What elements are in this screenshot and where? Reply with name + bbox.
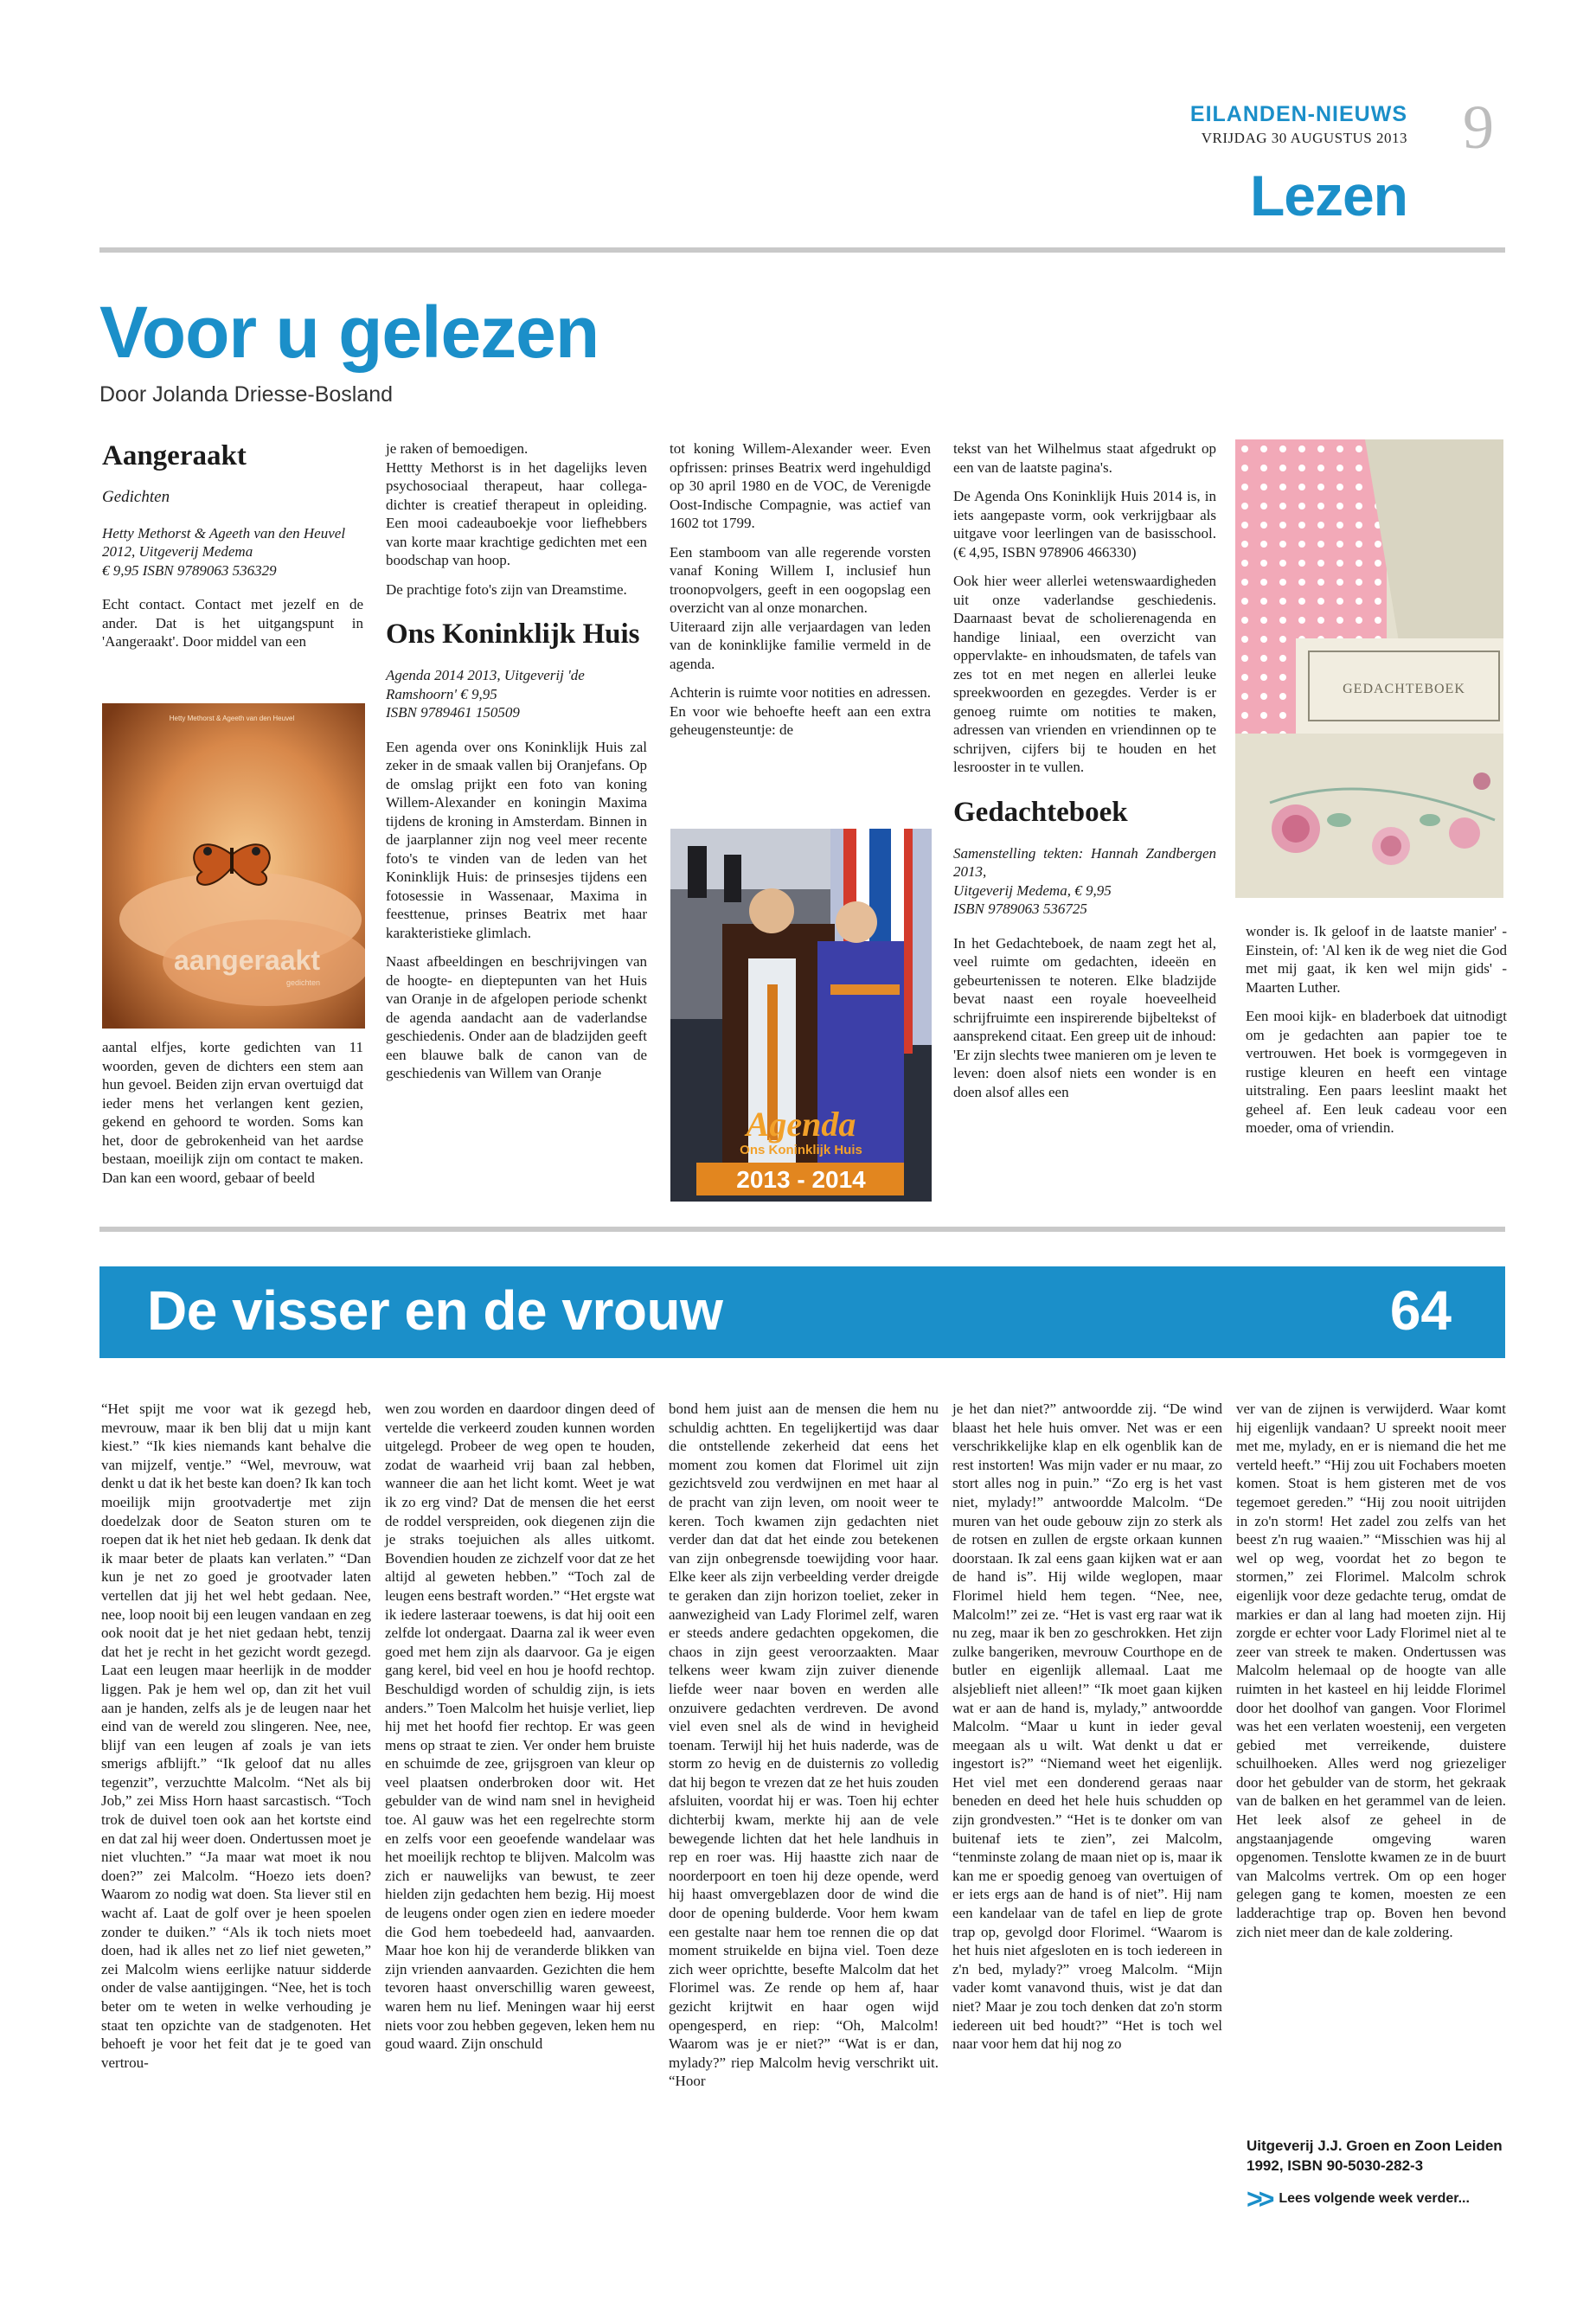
review-text: aantal elfjes, korte gedichten van 11 woorden, geven de dichters een stem aan hun gevoel. Beiden zijn ervan overtuigd dat ieder mens het verlangen kent gezien, gekend en gehoord te worden. Soms kan het, door de gebrokenheid van het aardse bestaan, moeilijk zijn om contact te maken. Dan kan een woord, gebaar of beeld bbox=[102, 1039, 363, 1186]
review-text: Een agenda over ons Koninklijk Huis zal zeker in de smaak vallen bij Oranjefans. Op de omslag prijkt een foto van koning Willem-Alexander en koningin Maxima tijdens de kroning in Amsterdam. Binnen in de jaarplanner zijn nog veel meer recente foto's te vinden van de leden van het Koninklijk Huis: de prinsesjes tijdens een fotosessie in Wassenaar, Maxima in feesttenue, prinses Beatrix met haar karakteristieke glimlach. bbox=[386, 738, 647, 941]
serial-column-4: je het dan niet?” antwoordde zij. “De wind blaast het hele huis omver. Net was er een verschrikkelijke klap en elk ogenblik kan de rest instorten! Was mijn vader er nu maar, zo stort alles nog in puin.” “Zo erg is het vast niet, mylady!” antwoordde Malcolm. “De muren van het oude gebouw zijn zo sterk als de rotsen en zullen de ergste orkaan kunnen doorstaan. Ik zal eens gaan kijken wat er aan de hand is”. Hij wilde weglopen, maar Florimel hield hem tegen. “Nee, nee, Malcolm!” zei ze. “Het is vast erg raar wat ik nu zeg, maar ik ben zo geschrokken. Het zijn zulke bangeriken, mevrouw Courthope en de butler en eigenlijk allemaal. Laat me alsjeblieft niet alleen!” “Ik moet gaan kijken wat er aan de hand is, mylady,” antwoordde Malcolm. “Maar u kunt in ieder geval meegaan als u wilt. Wat denkt u dat er ingestort is?” “Niemand weet het eigenlijk. Het viel met een donderend geraas naar beneden en deed het hele huis schudden op zijn grondvesten.” “Het is te donker om van buitenaf iets te zien”, zei Malcolm, “tenminste zolang de maan niet op is, maar ik kan me er spoedig genoeg van overtuigen of er iets ergs aan de hand is of niet”. Hij nam een kandelaar van de tafel en liep de grote trap op, gevolgd door Florimel. “Waarom is het huis niet afgesloten en is toch iedereen in z'n bed, mylady?” vroeg Malcolm. “Mijn vader komt vanavond thuis, wist je dat dan niet? Maar je zou toch denken dat zo'n storm iedereen uit bed houdt?” “Het is toch wel naar voor hem dat hij nog zo bbox=[952, 1400, 1222, 2053]
agenda-years: 2013 - 2014 bbox=[736, 1166, 866, 1193]
serial-column-1: “Het spijt me voor wat ik gezegd heb, mevrouw, maar ik ben blij dat u mijn kant kiest.” “Ik kies niemands kant behalve die van mijzelf, ventje.” “Wel, mevrouw, wat denkt u dat ik het beste kan doen? Ik kan toch moeilijk mijn grootvadertje met zijn doedelzak door de Seaton sturen om te roepen dat ik het niet heb gedaan. Ik denk dat ik maar beter de plaats kan verlaten.” “Dan kun je net zo goed je grootvader laten vertellen dat jij het wel hebt gedaan. Nee, nee, loop nooit bij een leugen vandaan en zeg ook nooit dat je het niet gedaan hebt, tenzij dat het je recht in het gezicht wordt gezegd. Laat een leugen maar heerlijk in de modder liggen. Pak je hem wel op, dan zit het vuil aan je handen, zelfs als je de leugen naar het eind van de wereld zou slingeren. Nee, nee, blijf van een leugen af zoals je van iets smerigs afblijft.” “Ik geloof dat nu alles tegenzit”, verzuchtte Malcolm. “Net als bij Job,” zei Miss Horn haast sarcastisch. “Toch trok de duivel toen ook aan het kortste eind en dat zal hij weer doen. Ondertussen moet je niet vluchten.” “Ja maar wat moet ik nou doen?” zei Malcolm. “Hoezo iets doen? Waarom zo nodig wat doen. Sta liever stil en wacht af. Laat de golf over je heen spoelen zonder te duiken.” “Als ik toch niets moet doen, had ik alles net zo lief niet geweten,” zei Malcolm wiens eerlijke natuur sidderde onder de valse aantijgingen. “Nee, het is toch beter om te weten in welke verhouding je staat ten opzichte van de stadgenoten. Het behoeft je voor het feit dat je te goed van vertrou- bbox=[101, 1400, 371, 2071]
review-meta: Samenstelling tekten: Hannah Zandbergen 2013, Uitgeverij Medema, € 9,95 ISBN 9789063 536725 bbox=[953, 844, 1216, 917]
agenda-cover-image bbox=[670, 829, 932, 1202]
review-text: De prachtige foto's zijn van Dreamstime. bbox=[386, 580, 627, 598]
agenda-title: Agenda bbox=[746, 1105, 856, 1144]
review-text: wonder is. Ik geloof in de laatste manier' - Einstein, of: 'Al ken ik de weg niet die God met mij gaat, ik ken wel mijn gids' - Maarten Luther. bbox=[1246, 923, 1507, 996]
cover-title: aangeraakt bbox=[174, 945, 320, 976]
article-headline: Voor u gelezen bbox=[99, 292, 599, 373]
review-text: Een stamboom van alle regerende vorsten vanaf Koning Willem I, inclusief hun troonopvolgers, geeft in een oogopslag een overzicht van al onze monarchen. Uiteraard zijn alle verjaardagen van leden van de koninklijke familie vermeld in de agenda. bbox=[670, 543, 931, 672]
gedachteboek-label: GEDACHTEBOEK bbox=[1343, 682, 1465, 696]
issue-date: VRIJDAG 30 AUGUSTUS 2013 bbox=[1201, 130, 1407, 146]
review-text: tot koning Willem-Alexander weer. Even opfrissen: prinses Beatrix werd ingehuldigd op 30 april 1980 en de VOC, de Verenigde Oost-Indische Compagnie, was actief van 1602 tot 1799. bbox=[670, 440, 931, 531]
header-rule bbox=[99, 247, 1505, 253]
serial-column-3: bond hem juist aan de mensen die hem nu schuldig achtten. En tegelijkertijd was daar die ontstellende zekerheid dat eens het moment zou komen dat Florimel uit zijn gezichtsveld zou verdwijnen en met haar al de pracht van zijn leven, om nooit weer te keren. Toch kwamen zijn gedachten niet verder dan dat dat het einde zou betekenen van zijn onbegrensde toewijding voor haar. Elke keer als zijn verbeelding verder dreigde te geraken dan zijn horizon toeliet, zeker in aanwezigheid van Lady Florimel zelf, waren er steeds andere gedachten opgekomen, die chaos in zijn geest veroorzaakten. Maar telkens weer kwam zijn zuiver dienende liefde weer naar boven en werden alle onzuivere gedachten verdreven. De avond viel even snel als de wind in hevigheid toenam. Terwijl hij het huis naderde, was de storm zo hevig en de duisternis zo volledig dat hij begon te vrezen dat ze het huis zouden afsluiten, voordat hij er was. Toen hij echter dichterbij kwam, merkte hij aan de vele bewegende lichten dat het hele landhuis in rep en roer was. Hij haastte zich naar de noorderpoort en toen hij deze opende, werd hij haast omvergeblazen door de wind die door de opening bulderde. Voor hem kwam een gestalte naar hem toe rennen die op dat moment struikelde en bijna viel. Toen deze zich weer oprichtte, besefte Malcolm dat het Florimel was. Ze rende op hem af, haar gezicht krijtwit en haar ogen wijd opengesperd, en riep: “Oh, Malcolm! Waarom was je er niet?” “Wat is er dan, mylady?” riep Malcolm hevig verschrikt uit. “Hoor bbox=[669, 1400, 939, 2090]
review-text: Achterin is ruimte voor notities en adressen. En voor wie behoefte heeft aan een extra geheugensteuntje: de bbox=[670, 684, 931, 738]
review-title-aangeraakt: Aangeraakt bbox=[102, 440, 247, 471]
review-text: Echt contact. Contact met jezelf en de ander. Dat is het uitgangspunt in 'Aangeraakt'. Door middel van een bbox=[102, 596, 363, 650]
review-meta: Agenda 2014 2013, Uitgeverij 'de Ramshoorn' € 9,95 ISBN 9789461 150509 bbox=[386, 667, 585, 721]
review-text: je raken of bemoedigen. Hettty Methorst is in het dagelijks leven psychosociaal therapeut, haar collega-dichter is creatief therapeut in opleiding. Een mooi cadeauboekje voor liefhebbers van korte maar krachtige gedichten met een boodschap van hoop. bbox=[386, 440, 647, 568]
section-title: Lezen bbox=[1249, 163, 1407, 228]
serial-column-2: wen zou worden en daardoor dingen deed of vertelde die verkeerd zouden kunnen worden uitgelegd. Probeer de weg open te houden, zodat de waarheid vrij baan zal hebben, wanneer die aan het licht komt. Weet je wat ik zo erg vind? Dat de mensen die het eerst de roddel verspreiden, ook diegenen zijn die je straks toejuichen als alles uitkomt. Bovendien houden ze zichzelf voor dat ze het altijd al geweten hebben.” “Toch zal de leugen eens bestraft worden.” “Het ergste wat ik iedere lasteraar toewens, is dat hij ooit een zelfde lot ondergaat. Daarna zal ik weer even goed met hem zijn als daarvoor. Ga je eigen gang kerel, bid veel en hou je hoofd rechtop. Beschuldigd worden of schuldig zijn, is iets anders.” Toen Malcolm het huisje verliet, liep hij met het hoofd fier rechtop. Er was geen mens op straat te zien. Ver onder hem bruiste en schuimde de zee, grijsgroen van kleur op veel plaatsen onderbroken door wit. Het gebulder van de wind nam snel in hevigheid toe. Al gauw was het een regelrechte storm en zelfs voor een geoefende wandelaar was het moeilijk rechtop te blijven. Malcolm was zich er nauwelijks van bewust, te zeer hielden zijn gedachten hem bezig. Hij moest de leugens onder ogen zien en iedere moeder die God hem toebedeeld had, aanvaarden. Maar hoe kon hij de veranderde blikken van zijn vrienden aanvaarden. Gezichten die hem tevoren haast onverschillig waren geweest, waren hem nu lief. Meningen waar hij eerst niets voor zou hebben gegeven, leken hem nu goud waard. Zijn onschuld bbox=[385, 1400, 655, 2053]
serial-banner bbox=[99, 1266, 1505, 1358]
review-title-koninklijk-huis: Ons Koninklijk Huis bbox=[386, 619, 640, 650]
serial-column-5: ver van de zijnen is verwijderd. Waar komt hij eigenlijk vandaan? U spreekt nooit meer met me, mylady, en er is niemand die het me verteld heeft.” “Hij zou uit Fochabers moeten komen. Stoat is hem gisteren met de vos tegemoet gereden.” “Hij zou nooit uitrijden in zo'n storm! Het zadel zou zelfs van het beest z'n rug waaien.” “Misschien was hij al wel op weg, voordat het zo begon te stormen,” zei Florimel. Malcolm schrok eigenlijk voor deze gedachte terug, omdat de markies er dan al lang had moeten zijn. Hij zorgde er echter voor Lady Florimel niet al te zeer van streek te maken. Ondertussen was Malcolm helemaal op de hoogte van alle ruimten in het kasteel en hij leidde Florimel door het doolhof van gangen. Voor Florimel was het een verlaten woestenij, een vergeten gebied met verreikende, duistere schuilhoeken. Alles werd nog griezeliger door het gebulder van de storm, het gekraak van de balken en het gerammel van de leien. Het leek alsof ze geheel in de angstaanjagende omgeving waren opgenomen. Tenslotte kwamen ze in de buurt van Malcolms vertrek. Om op een hoger gelegen gang te komen, moesten ze een ladderachtige trap op. Boven hen bevond zich niet meer dan de kale zoldering. bbox=[1236, 1400, 1506, 1940]
review-title-gedachteboek: Gedachteboek bbox=[953, 796, 1128, 828]
aangeraakt-cover-image bbox=[102, 703, 365, 1029]
review-text: Een mooi kijk- en bladerboek dat uitnodigt om je gedachten aan papier toe te vertrouwen. Het boek is vormgegeven in rustige kleuren en heeft een vintage uitstraling. Een paars leeslint maakt het geheel af. Een leuk cadeau voor een moeder, oma of vriendin. bbox=[1246, 1008, 1507, 1136]
review-text: In het Gedachteboek, de naam zegt het al, veel ruimte om gedachten, ideeën en gebeurtenissen te noteren. Elke bladzijde bevat naast een royale hoeveelheid schrijfruimte een inspirerende bijbeltekst of aansprekend citaat. Een greep uit de inhoud: 'Er zijn slechts twee manieren om je leven te leven: doen alsof niets een wonder is en doen alsof alles een bbox=[953, 934, 1216, 1100]
continue-note bbox=[1247, 2183, 1470, 2214]
cover-authors: Hetty Methorst & Ageeth van den Heuvel bbox=[169, 715, 295, 722]
review-text: Naast afbeeldingen en beschrijvingen van de hoogte- en dieptepunten van het Huis van Oranje in de afgelopen periode schenkt de agenda aandacht aan de vaderlandse geschiedenis. Onder aan de bladzijden geeft een blauwe balk de canon van de geschiedenis van Willem van Oranje bbox=[386, 953, 647, 1081]
review-column-2 bbox=[386, 439, 647, 1093]
article-byline: Door Jolanda Driesse-Bosland bbox=[99, 382, 394, 407]
review-text: tekst van het Wilhelmus staat afgedrukt op een van de laatste pagina's. bbox=[953, 440, 1216, 476]
review-column-4 bbox=[953, 439, 1216, 1112]
review-column-5 bbox=[1246, 922, 1507, 1148]
review-column-3 bbox=[670, 439, 931, 750]
continue-text: Lees volgende week verder... bbox=[1279, 2191, 1470, 2206]
continue-arrows-icon: >> bbox=[1247, 2183, 1271, 2214]
review-meta: Hetty Methorst & Ageeth van den Heuvel 2012, Uitgeverij Medema € 9,95 ISBN 9789063 536329 bbox=[102, 524, 346, 579]
review-text: De Agenda Ons Koninklijk Huis 2014 is, in iets aangepaste vorm, ook verkrijgbaar als uitgave voor leerlingen van de basisschool. (€ 4,95, ISBN 978906 466330) bbox=[953, 488, 1216, 561]
cover-subtitle: gedichten bbox=[285, 978, 320, 987]
serial-episode-number: 64 bbox=[1389, 1279, 1452, 1342]
review-text: Ook hier weer allerlei wetenswaardigheden uit onze vaderlandse geschiedenis. Daarnaast bevat de scholierenagenda en handige liniaal, een overzicht van oppervlakte- en inhoudsmaten, de tafels van zes tot en met negen en allerlei leuke spreekwoorden en gezegdes. Verder is er genoeg ruimte om notities te maken, adressen van vrienden en vriendinnen op te schrijven, cijfers bij te houden en het lesrooster in te vullen. bbox=[953, 573, 1216, 775]
agenda-subtitle: Ons Koninklijk Huis bbox=[740, 1143, 862, 1157]
review-column-1-bottom bbox=[102, 1038, 363, 1197]
newspaper-logo: EILANDEN-NIEUWS bbox=[1189, 102, 1407, 126]
page-number: 9 bbox=[1463, 93, 1494, 162]
review-column-1 bbox=[102, 439, 363, 662]
gedachteboek-cover-image bbox=[1235, 439, 1503, 898]
serial-title: De visser en de vrouw bbox=[147, 1279, 723, 1342]
section-divider bbox=[99, 1227, 1505, 1232]
review-genre: Gedichten bbox=[102, 488, 170, 506]
serial-publisher: Uitgeverij J.J. Groen en Zoon Leiden 1992, ISBN 90-5030-282-3 bbox=[1247, 2138, 1503, 2174]
